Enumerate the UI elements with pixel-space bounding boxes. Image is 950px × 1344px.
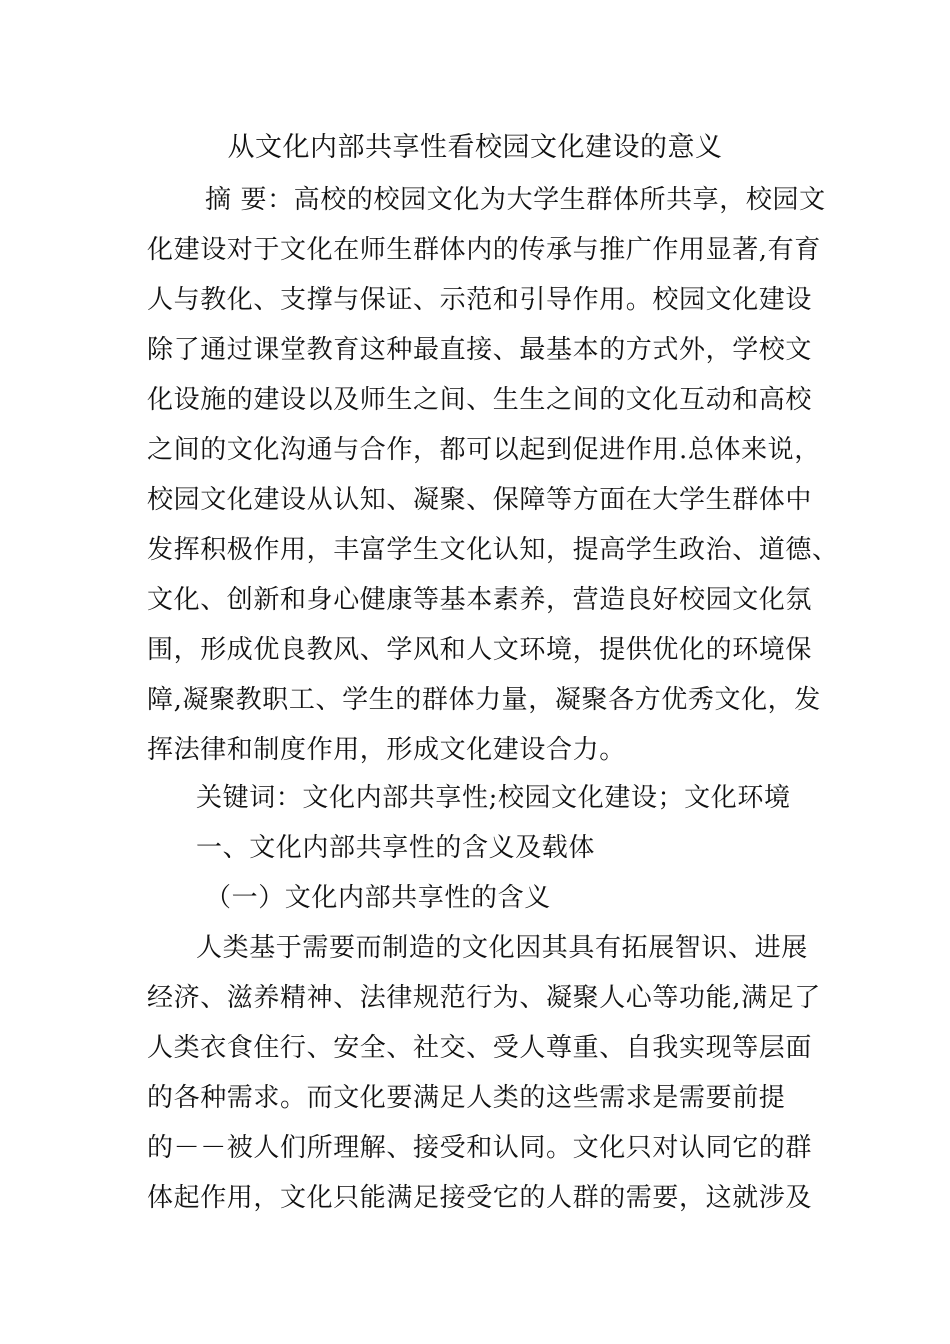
abstract-line: 围，形成优良教风、学风和人文环境，提供优化的环境保 bbox=[147, 635, 813, 665]
body-line: 体起作用，文化只能满足接受它的人群的需要，这就涉及 bbox=[147, 1183, 813, 1213]
abstract-line: 挥法律和制度作用，形成文化建设合力。 bbox=[147, 735, 626, 765]
abstract-line: 障,凝聚教职工、学生的群体力量，凝聚各方优秀文化，发 bbox=[147, 685, 821, 715]
abstract-line: 化设施的建设以及师生之间、生生之间的文化互动和高校 bbox=[147, 385, 813, 415]
abstract-line: 人与教化、支撑与保证、示范和引导作用。校园文化建设 bbox=[147, 285, 813, 315]
body-line: 人类衣食住行、安全、社交、受人尊重、自我实现等层面 bbox=[147, 1033, 813, 1063]
abstract-line: 文化、创新和身心健康等基本素养，营造良好校园文化氛 bbox=[147, 585, 813, 615]
abstract-line: 校园文化建设从认知、凝聚、保障等方面在大学生群体中 bbox=[147, 485, 813, 515]
document-title: 从文化内部共享性看校园文化建设的意义 bbox=[227, 132, 723, 163]
abstract-line: 之间的文化沟通与合作，都可以起到促进作用.总体来说， bbox=[147, 435, 821, 465]
abstract-line: 除了通过课堂教育这种最直接、最基本的方式外，学校文 bbox=[147, 335, 813, 365]
body-line: 的－－被人们所理解、接受和认同。文化只对认同它的群 bbox=[147, 1133, 813, 1163]
body-line: 的各种需求。而文化要满足人类的这些需求是需要前提 bbox=[147, 1083, 786, 1113]
subsection-heading: （一）文化内部共享性的含义 bbox=[205, 883, 551, 913]
section-heading: 一、文化内部共享性的含义及载体 bbox=[196, 833, 596, 863]
body-line: 经济、滋养精神、法律规范行为、凝聚人心等功能,满足了 bbox=[147, 983, 821, 1013]
body-line: 人类基于需要而制造的文化因其具有拓展智识、进展 bbox=[196, 933, 808, 963]
abstract-line: 化建设对于文化在师生群体内的传承与推广作用显著,有育 bbox=[147, 235, 821, 265]
keywords-line: 关键词：文化内部共享性;校园文化建设；文化环境 bbox=[196, 783, 791, 813]
abstract-line: 发挥积极作用，丰富学生文化认知，提高学生政治、道德、 bbox=[147, 535, 839, 565]
abstract-line: 摘 要：高校的校园文化为大学生群体所共享，校园文 bbox=[205, 185, 826, 215]
